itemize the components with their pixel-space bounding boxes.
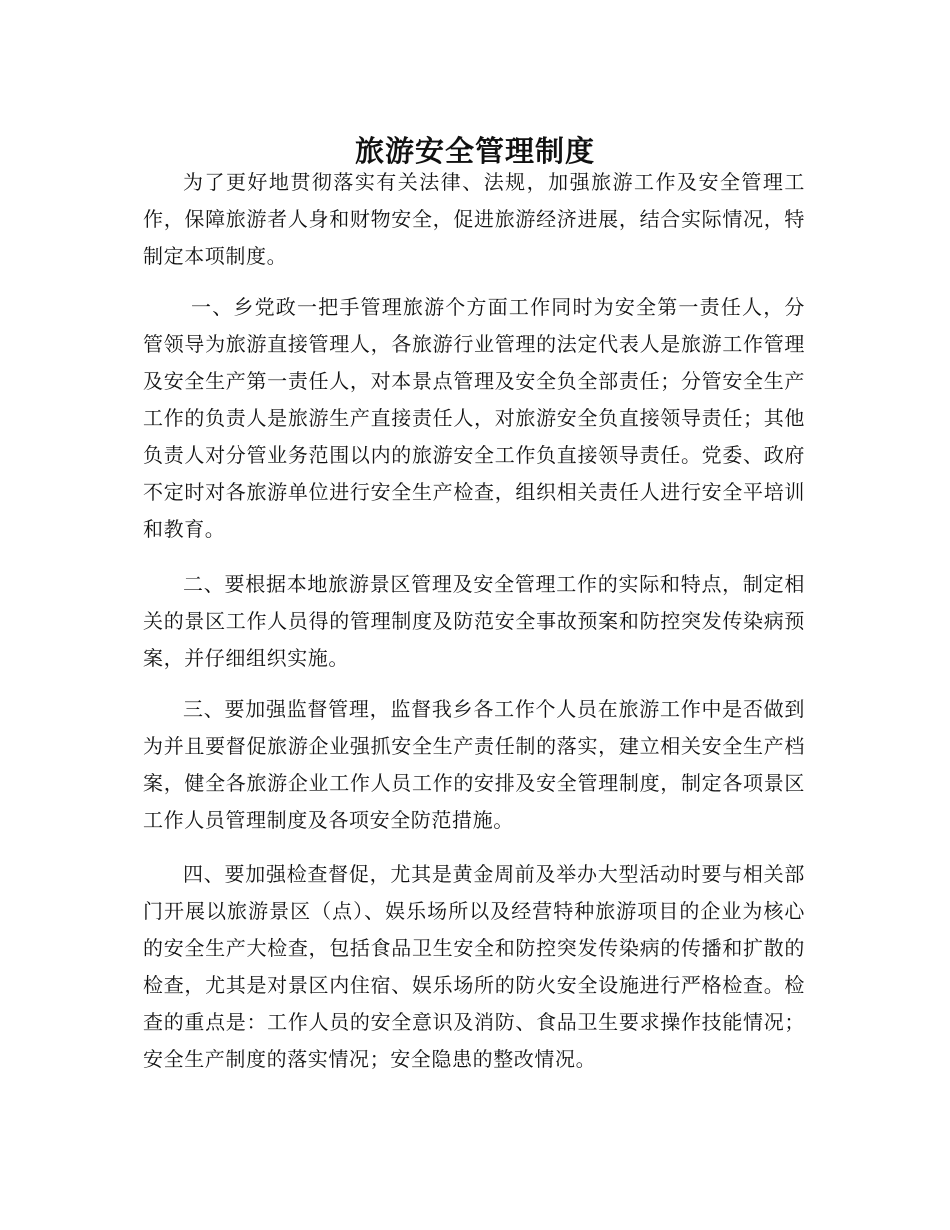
section-3-paragraph: 三、要加强监督管理，监督我乡各工作个人员在旅游工作中是否做到为并且要督促旅游企业强抓安全生产责任制的落实，建立相关安全生产档案，健全各旅游企业工作人员工作的安排及安全管理制度，制定各项景区工作人员管理制度及各项安全防范措施。 [143,697,805,832]
document-title: 旅游安全管理制度 [354,134,595,169]
section-4-paragraph: 四、要加强检查督促，尤其是黄金周前及举办大型活动时要与相关部门开展以旅游景区（点）、娱乐场所以及经营特种旅游项目的企业为核心的安全生产大检查，包括食品卫生安全和防控突发传染病的传播和扩散的检查，尤其是对景区内住宿、娱乐场所的防火安全设施进行严格检查。检查的重点是：工作人员的安全意识及消防、食品卫生要求操作技能情况；安全生产制度的落实情况；安全隐患的整改情况。 [143,862,805,1071]
section-1-paragraph: 一、乡党政一把手管理旅游个方面工作同时为安全第一责任人，分管领导为旅游直接管理人，各旅游行业管理的法定代表人是旅游工作管理及安全生产第一责任人，对本景点管理及安全负全部责任；分管安全生产工作的负责人是旅游生产直接责任人，对旅游安全负直接领导责任；其他负责人对分管业务范围以内的旅游安全工作负直接领导责任。党委、政府不定时对各旅游单位进行安全生产检查，组织相关责任人进行安全平培训和教育。 [143,295,805,541]
intro-paragraph: 为了更好地贯彻落实有关法律、法规，加强旅游工作及安全管理工作，保障旅游者人身和财物安全，促进旅游经济进展，结合实际情况，特制定本项制度。 [143,170,805,268]
section-2-paragraph: 二、要根据本地旅游景区管理及安全管理工作的实际和特点，制定相关的景区工作人员得的管理制度及防范安全事故预案和防控突发传染病预案，并仔细组织实施。 [143,572,805,670]
